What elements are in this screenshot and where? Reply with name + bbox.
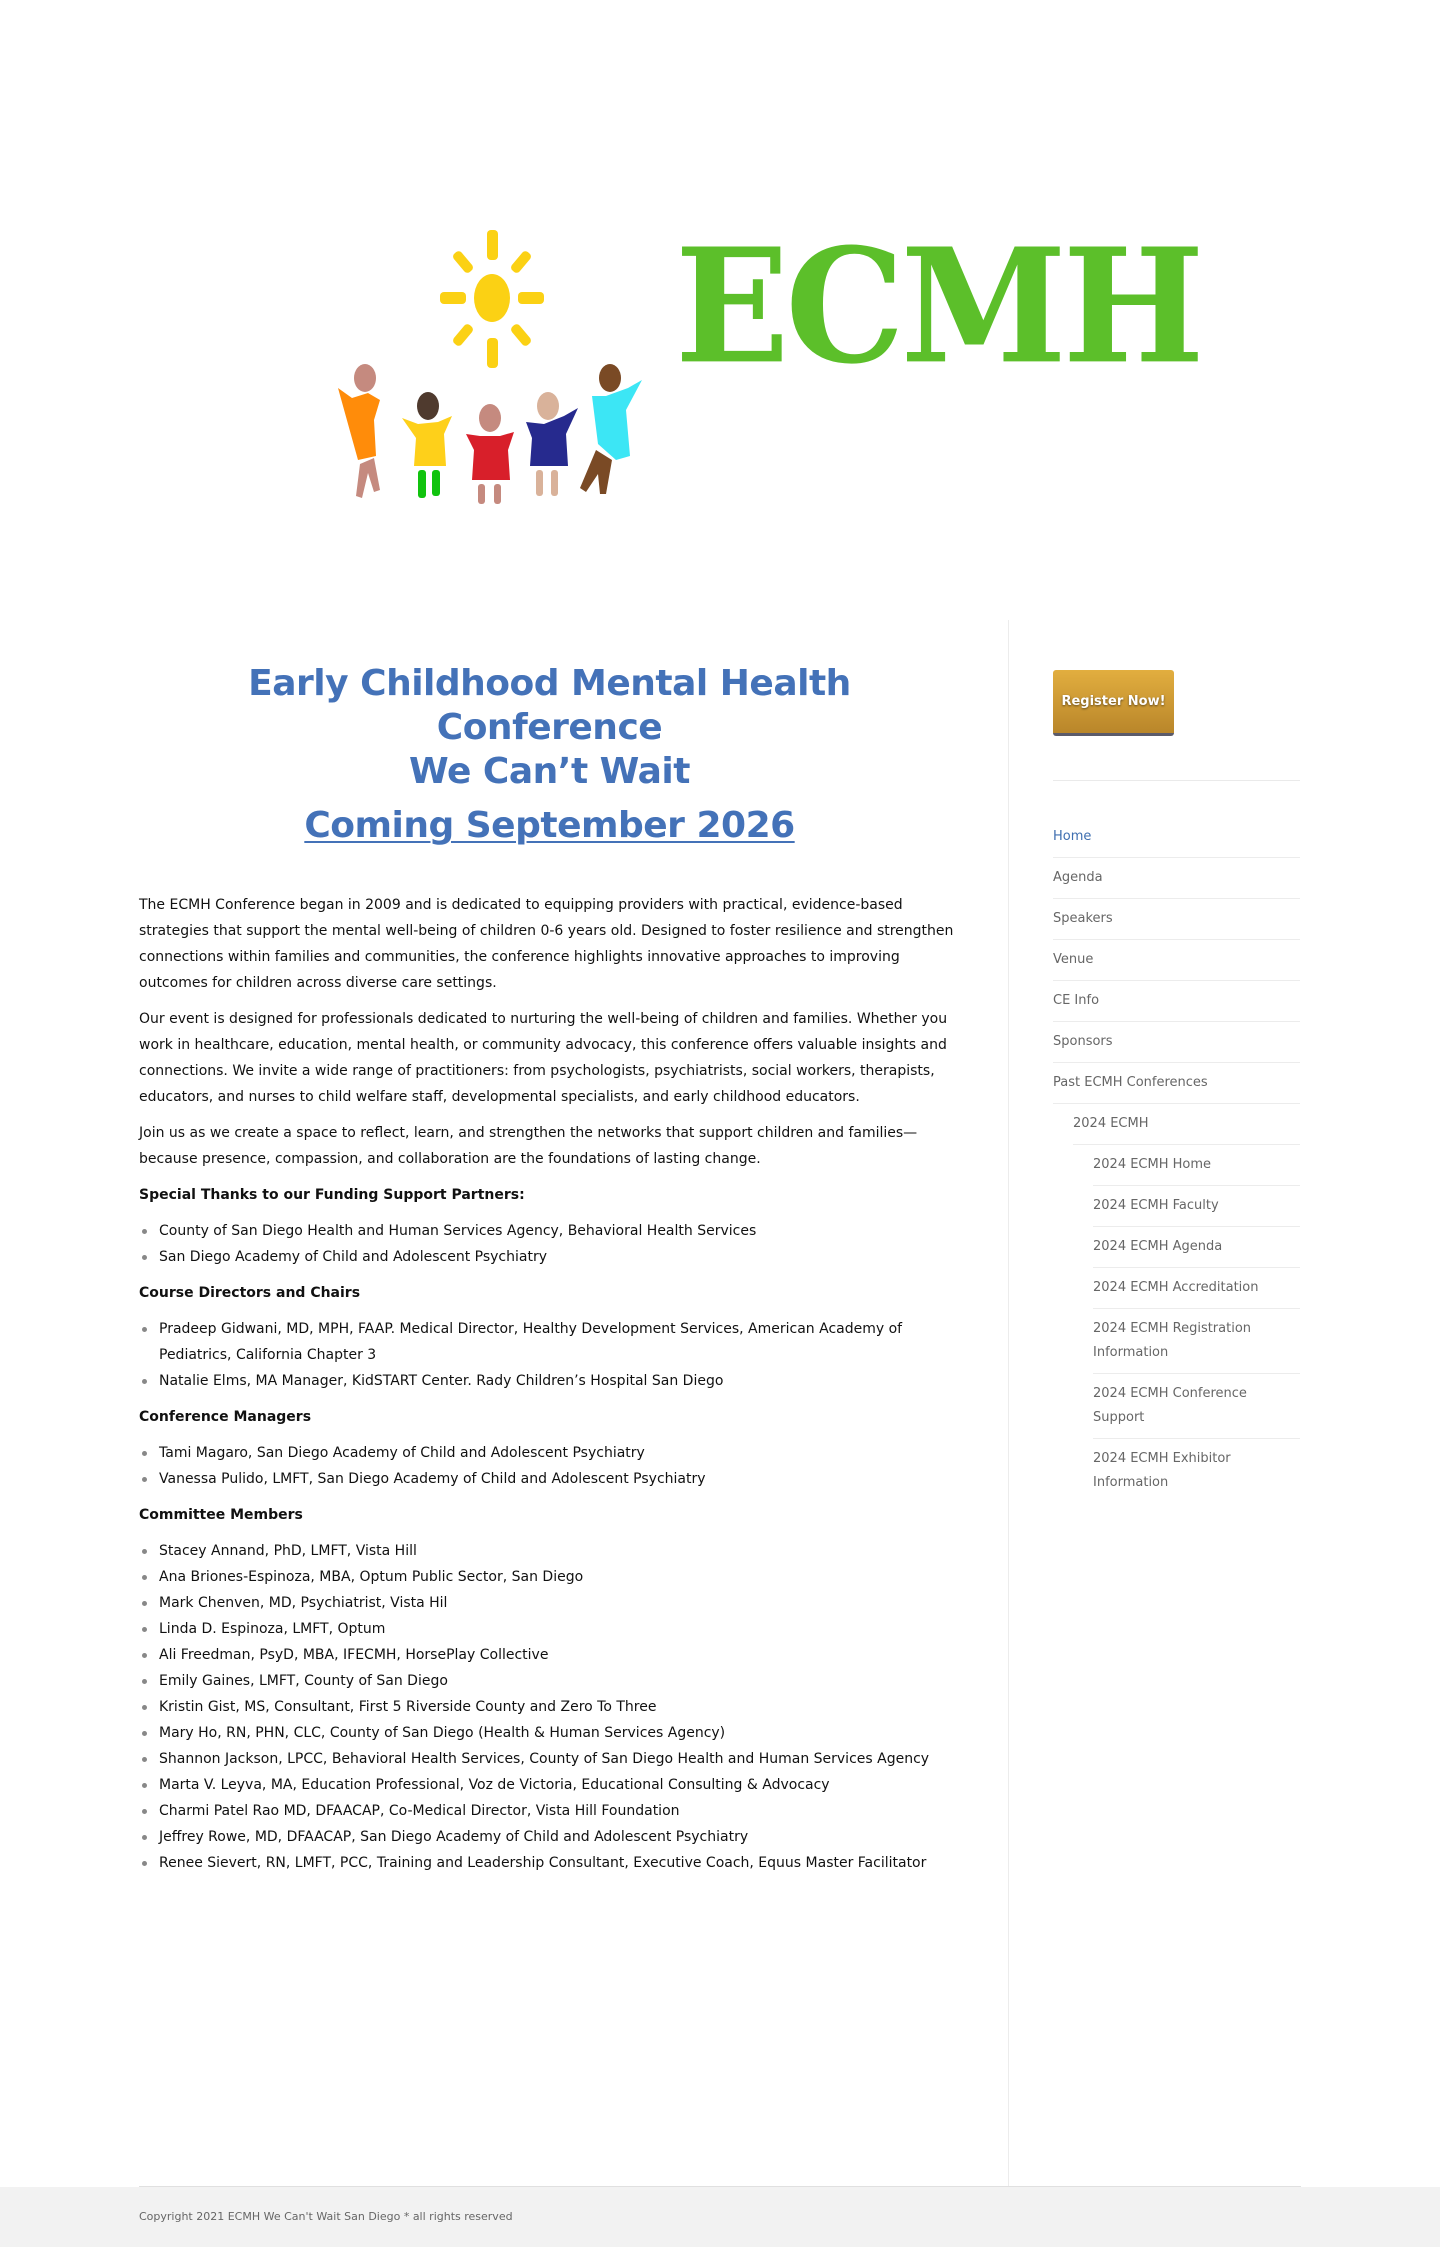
intro-paragraph: The ECMH Conference began in 2009 and is dedicated to equipping providers with practical, evidence-based strategies that support the mental well-being of children 0-6 years old. Designed to foster resilience and strengthen connections within families and communities, the conference highlights innovative approaches to improving outcomes for children across diverse care settings. <box>139 897 954 991</box>
list-item: Mary Ho, RN, PHN, CLC, County of San Diego (Health & Human Services Agency) <box>139 1720 960 1746</box>
nav-item-agenda[interactable]: Agenda <box>1053 858 1300 899</box>
register-now-button[interactable]: Register Now! <box>1053 670 1174 736</box>
site-footer <box>0 2187 1440 2247</box>
list-item: Emily Gaines, LMFT, County of San Diego <box>139 1668 960 1694</box>
committee-members-heading: Committee Members <box>139 1507 303 1523</box>
nav-item-2024-accreditation[interactable]: 2024 ECMH Accreditation <box>1093 1268 1300 1309</box>
sun-and-children-icon <box>330 228 660 508</box>
nav-item-2024-agenda[interactable]: 2024 ECMH Agenda <box>1093 1227 1300 1268</box>
title-coming-date: Coming September 2026 <box>304 805 795 846</box>
list-item: Marta V. Leyva, MA, Education Professional, Voz de Victoria, Educational Consulting & Advocacy <box>139 1772 960 1798</box>
copyright-text: Copyright 2021 ECMH We Can't Wait San Diego * all rights reserved <box>139 2210 513 2223</box>
page-body <box>139 620 1301 2186</box>
list-item: Tami Magaro, San Diego Academy of Child and Adolescent Psychiatry <box>139 1440 960 1466</box>
conference-managers-list <box>139 1440 960 1492</box>
sidebar <box>1009 620 1301 2186</box>
funding-partners-heading: Special Thanks to our Funding Support Partners: <box>139 1187 525 1203</box>
page-title <box>139 662 960 848</box>
title-tagline: We Can’t Wait <box>409 751 690 792</box>
main-content <box>139 620 1009 2186</box>
list-item: Jeffrey Rowe, MD, DFAACAP, San Diego Academy of Child and Adolescent Psychiatry <box>139 1824 960 1850</box>
site-header <box>0 0 1440 620</box>
course-directors-list <box>139 1316 960 1394</box>
list-item: Mark Chenven, MD, Psychiatrist, Vista Hil <box>139 1590 960 1616</box>
list-item: Pradeep Gidwani, MD, MPH, FAAP. Medical Director, Healthy Development Services, American Academy of Pediatrics, California Chapter 3 <box>139 1316 960 1368</box>
list-item: Shannon Jackson, LPCC, Behavioral Health Services, County of San Diego Health and Human Services Agency <box>139 1746 960 1772</box>
committee-members-list <box>139 1538 960 1876</box>
nav-item-2024-ecmh[interactable]: 2024 ECMH <box>1073 1104 1300 1145</box>
nav-item-2024-exhibitor[interactable]: 2024 ECMH Exhibitor Information <box>1093 1451 1231 1490</box>
nav-item-2024-home[interactable]: 2024 ECMH Home <box>1093 1145 1300 1186</box>
list-item: Natalie Elms, MA Manager, KidSTART Center. Rady Children’s Hospital San Diego <box>139 1368 960 1394</box>
sidebar-divider <box>1053 780 1300 781</box>
article-content <box>139 892 960 1876</box>
nav-item-ce-info[interactable]: CE Info <box>1053 981 1300 1022</box>
list-item: Ali Freedman, PsyD, MBA, IFECMH, HorsePlay Collective <box>139 1642 960 1668</box>
audience-paragraph: Our event is designed for professionals dedicated to nurturing the well-being of children and families. Whether you work in healthcare, education, mental health, or community advocacy, this conference offers valuable insights and connections. We invite a wide range of practitioners: from psychologists, psychiatrists, social workers, therapists, educators, and nurses to child welfare staff, developmental specialists, and early childhood educators. <box>139 1011 948 1105</box>
list-item: Renee Sievert, RN, LMFT, PCC, Training and Leadership Consultant, Executive Coach, Equus Master Facilitator <box>139 1850 960 1876</box>
sidebar-nav <box>1053 817 1300 1503</box>
title-conference-name: Early Childhood Mental Health Conference <box>248 663 851 748</box>
conference-managers-heading: Conference Managers <box>139 1409 312 1425</box>
list-item: County of San Diego Health and Human Services Agency, Behavioral Health Services <box>139 1218 960 1244</box>
course-directors-heading: Course Directors and Chairs <box>139 1285 361 1301</box>
funding-partners-list <box>139 1218 960 1270</box>
list-item: Kristin Gist, MS, Consultant, First 5 Riverside County and Zero To Three <box>139 1694 960 1720</box>
nav-item-home[interactable]: Home <box>1053 817 1300 858</box>
nav-item-2024-registration[interactable]: 2024 ECMH Registration Information <box>1093 1309 1300 1374</box>
list-item: Vanessa Pulido, LMFT, San Diego Academy of Child and Adolescent Psychiatry <box>139 1466 960 1492</box>
nav-item-2024-conference-support[interactable]: 2024 ECMH Conference Support <box>1093 1374 1300 1439</box>
invitation-paragraph: Join us as we create a space to reflect, learn, and strengthen the networks that support children and families—because presence, compassion, and collaboration are the foundations of lasting change. <box>139 1125 918 1167</box>
nav-item-past-conferences[interactable]: Past ECMH Conferences <box>1053 1063 1300 1104</box>
list-item: San Diego Academy of Child and Adolescent Psychiatry <box>139 1244 960 1270</box>
list-item: Linda D. Espinoza, LMFT, Optum <box>139 1616 960 1642</box>
nav-item-speakers[interactable]: Speakers <box>1053 899 1300 940</box>
list-item: Charmi Patel Rao MD, DFAACAP, Co-Medical Director, Vista Hill Foundation <box>139 1798 960 1824</box>
ecmh-logo[interactable] <box>330 214 1201 508</box>
list-item: Stacey Annand, PhD, LMFT, Vista Hill <box>139 1538 960 1564</box>
nav-item-2024-faculty[interactable]: 2024 ECMH Faculty <box>1093 1186 1300 1227</box>
list-item: Ana Briones-Espinoza, MBA, Optum Public Sector, San Diego <box>139 1564 960 1590</box>
logo-wordmark: ECMH <box>675 214 1201 400</box>
nav-item-sponsors[interactable]: Sponsors <box>1053 1022 1300 1063</box>
nav-item-venue[interactable]: Venue <box>1053 940 1300 981</box>
